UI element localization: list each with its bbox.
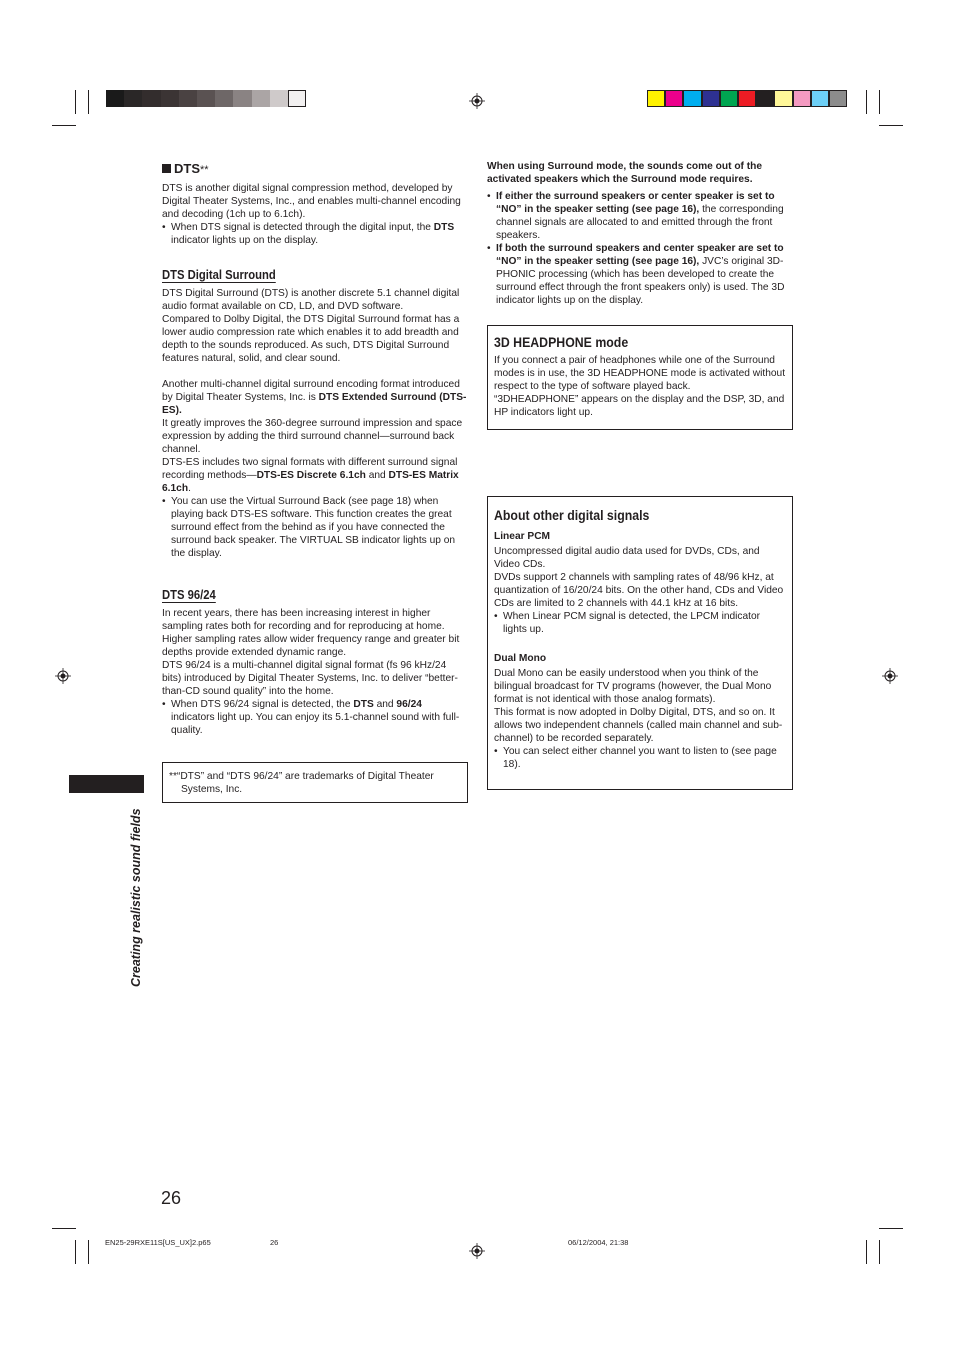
color-swatch [793,90,811,107]
dual-mono-paragraph-1: Dual Mono can be easily understood when you think of the bilingual broadcast for TV programs (however, the Dual Mono format is not identical with those analog formats). [494,668,772,705]
linear-pcm-paragraph-1: Uncompressed digital audio data used for DVDs, CDs, and Video CDs. [494,546,760,570]
right-column-top [487,160,793,307]
dts-es-bullet: • You can use the Virtual Surround Back (see page 18) when playing back DTS-ES software. This function creates the great surround effect from the behind as if you have connected the surround back speaker. The VIRTUAL SB indicator lights up on the display. [162,495,468,560]
footer-page: 26 [270,1238,279,1247]
dts-9624-heading: DTS 96/24 [162,588,216,602]
gray-swatch [252,90,270,107]
linear-pcm-paragraph-2: DVDs support 2 channels with sampling rates of 48/96 kHz, at quantization of 16/20/24 bits. On the other hand, CDs and Video CDs are limited to 2 channels with 44.1 kHz at 16 bits. [494,572,784,609]
registration-mark-icon [469,93,485,109]
gray-swatch [233,90,251,107]
crop-mark [52,1228,76,1229]
linear-pcm-bullet: • When Linear PCM signal is detected, the LPCM indicator lights up. [494,610,786,636]
headphone-paragraph-2: “3DHEADPHONE” appears on the display and the DSP, 3D, and HP indicators light up. [494,394,785,418]
surround-paragraph-1: DTS Digital Surround (DTS) is another discrete 5.1 channel digital audio format available on CD, LD, and DVD software. [162,288,460,312]
dts-9624-paragraph-2: DTS 96/24 is a multi-channel digital signal format (fs 96 kHz/24 bits) introduced by Digital Theater Systems, Inc. to deliver “better-than-CD sound quality” into the home. [162,660,458,697]
footer-date: 06/12/2004, 21:38 [568,1238,629,1247]
dts-es-paragraph-2: It greatly improves the 360-degree surround impression and space expression by adding the third surround channel—surround back channel. [162,418,463,455]
surround-bullet-2: • If both the surround speakers and center speaker are set to “NO” in the speaker setting (see page 16), JVC’s original 3D-PHONIC processing (which has been developed to create the surround effect through the front speakers only) is used. The 3D indicator lights up on the display. [487,242,793,307]
dts-9624-paragraph-1: In recent years, there has been increasing interest in higher sampling rates both for recording and for reproducing at home. Higher sampling rates allow wider frequency range and greater bit depths provide extended dynamic range. [162,608,460,658]
gray-swatch [124,90,142,107]
dts-es-paragraph-1: Another multi-channel digital surround encoding format introduced by Digital Theater Systems, Inc. is DTS Extended Surround (DTS-ES). [162,379,467,416]
gray-swatch [161,90,179,107]
trademark-note-box [162,762,468,803]
crop-mark [879,125,903,126]
footer-filename: EN25-29RXE11S[US_UX]2.p65 [105,1238,211,1247]
left-column [162,160,468,737]
color-swatch [702,90,720,107]
headphone-paragraph-1: If you connect a pair of headphones while one of the Surround modes is in use, the 3D HEADPHONE mode is activated without respect to the type of software played back. [494,355,786,392]
trademark-note: **“DTS” and “DTS 96/24” are trademarks of Digital Theater Systems, Inc. [169,771,434,795]
surround-paragraph-2: Compared to Dolby Digital, the DTS Digital Surround format has a lower audio compression rate which enables it to add breadth and depth to the sounds reproduced. As such, DTS Digital Surround features natural, solid, and clear sound. [162,314,460,364]
crop-mark [879,90,880,114]
side-tab-label: Creating realistic sound fields [129,808,143,987]
gray-swatch [215,90,233,107]
crop-mark [866,1240,867,1264]
crop-mark [88,90,89,114]
linear-pcm-heading: Linear PCM [494,531,551,542]
crop-mark [75,90,76,114]
page-number: 26 [161,1188,182,1208]
color-swatch [647,90,665,107]
color-swatch [829,90,847,107]
gray-swatch [106,90,124,107]
gray-swatch [288,90,306,107]
surround-bullet-1: • If either the surround speakers or center speaker is set to “NO” in the speaker setting (see page 16), the corresponding channel signals are allocated to and emitted through the front speakers. [487,190,793,242]
headphone-box [487,325,793,430]
color-swatch [756,90,774,107]
color-swatch [683,90,701,107]
surround-intro: When using Surround mode, the sounds come out of the activated speakers which the Surround mode requires. [487,161,763,185]
headphone-heading: 3D HEADPHONE mode [494,334,629,350]
color-swatch [738,90,756,107]
dts-intro: DTS is another digital signal compression method, developed by Digital Theater Systems, Inc., and enables multi-channel encoding and decoding (1ch up to 6.1ch). [162,183,461,220]
color-swatch [811,90,829,107]
color-swatch [720,90,738,107]
gray-swatch [197,90,215,107]
dts-bullet: • When DTS signal is detected through the digital input, the DTS indicator lights up on the display. [162,221,468,247]
gray-swatch [179,90,197,107]
crop-mark [52,125,76,126]
registration-mark-icon [469,1243,485,1259]
crop-mark [75,1240,76,1264]
square-bullet-icon [162,164,171,173]
registration-mark-icon [55,668,71,684]
crop-mark [879,1228,903,1229]
registration-mark-icon [882,668,898,684]
dts-heading: DTS** [162,160,468,178]
crop-mark [88,1240,89,1264]
crop-mark [866,90,867,114]
color-swatch [774,90,792,107]
dts-9624-bullet: • When DTS 96/24 signal is detected, the DTS and 96/24 indicators light up. You can enjoy its 5.1-channel sound with full-quality. [162,698,468,737]
dts-digital-surround-heading: DTS Digital Surround [162,268,276,282]
dual-mono-paragraph-2: This format is now adopted in Dolby Digital, DTS, and so on. It allows two independent channels (called main channel and sub-channel) to be recorded separately. [494,707,783,744]
dts-es-paragraph-3: DTS-ES includes two signal formats with different surround signal recording methods—DTS-ES Discrete 6.1ch and DTS-ES Matrix 6.1ch. [162,457,459,494]
gray-swatch [270,90,288,107]
dual-mono-heading: Dual Mono [494,653,547,664]
dual-mono-bullet: • You can select either channel you want to listen to (see page 18). [494,745,786,771]
crop-mark [879,1240,880,1264]
gray-swatch [142,90,160,107]
other-signals-box [487,496,793,790]
other-signals-heading: About other digital signals [494,507,650,523]
color-swatch [665,90,683,107]
